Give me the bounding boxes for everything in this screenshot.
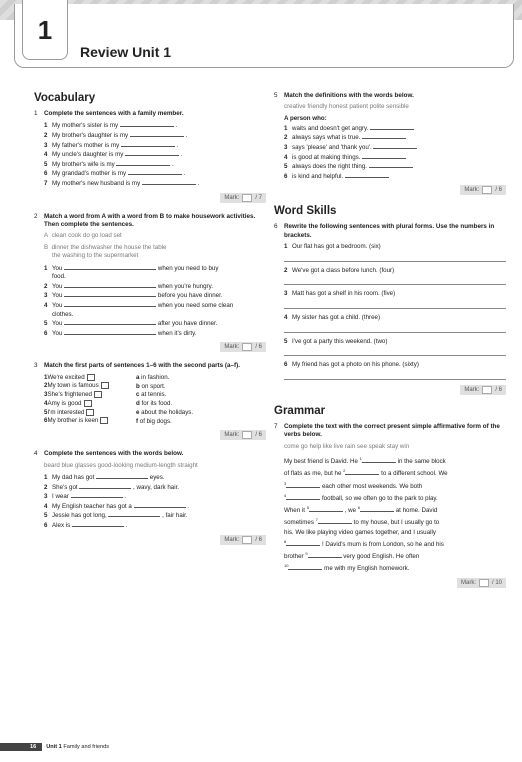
item-number: 2: [44, 282, 48, 290]
item-text: My brother's wife is my .: [52, 160, 174, 168]
text-line: My best friend is David. He $^1$ in the same block: [284, 455, 446, 466]
item-text: clothes.: [52, 310, 74, 318]
answer-blank[interactable]: [64, 291, 156, 297]
answer-blank[interactable]: [64, 319, 156, 325]
mark-input[interactable]: [242, 343, 252, 351]
item-letter: a: [136, 373, 140, 381]
answer-line[interactable]: [284, 350, 506, 356]
word-bank: creative friendly honest patient polite sensible: [284, 103, 409, 111]
item-number: 2: [44, 132, 48, 139]
exercise-1: [34, 110, 266, 203]
item-number: 5: [44, 160, 48, 168]
item-number: 2: [44, 382, 48, 390]
match-right: c at tennis.: [136, 391, 167, 399]
mark-input[interactable]: [482, 386, 492, 394]
item-text: My grandad's mother is my .: [52, 170, 186, 178]
page-title: Review Unit 1: [80, 44, 172, 60]
mark-input[interactable]: [242, 194, 252, 202]
exercise-instruction: 4 Complete the sentences with the words below.: [34, 450, 184, 458]
text-line: $^8$ ! David's mum is from London, so he and his: [284, 538, 444, 548]
list-item: [44, 502, 266, 512]
list-item: [284, 172, 506, 182]
exercise-instruction: 1 Complete the sentences with a family member.: [34, 110, 184, 117]
mark-field: Mark: / 10: [274, 578, 506, 588]
answer-blank[interactable]: [64, 329, 156, 335]
match-row: [44, 391, 266, 400]
exercise-instruction: 3 Match the first parts of sentences 1–6 with the second parts (a–f).: [34, 362, 240, 370]
page-footer: [0, 742, 109, 752]
match-left: 1We're excited: [44, 374, 136, 383]
exercise-1-list: [44, 121, 266, 188]
item-letter: c: [136, 391, 140, 399]
item-text: I wear .: [52, 493, 127, 501]
item-text: Alex is .: [52, 521, 128, 529]
item-text: is good at making things.: [292, 153, 406, 163]
exercise-instruction: 7 Complete the text with the correct present simple affirmative form of the verbs below.: [274, 422, 500, 439]
item-text: Our flat has got a bedroom. (six): [292, 243, 381, 251]
item-number: 1: [284, 124, 288, 132]
item-number: 5: [44, 320, 48, 328]
answer-blank[interactable]: [308, 552, 342, 558]
list-item: [44, 121, 266, 131]
exercise-2: [34, 213, 266, 353]
item-text: You when it's dirty.: [52, 329, 197, 337]
exercise-4: [34, 450, 266, 544]
list-item: [44, 311, 266, 320]
page-number: 16: [0, 743, 42, 751]
list-item: [284, 133, 506, 143]
text-line: brother $^9$ very good English. He often: [284, 551, 420, 561]
answer-blank[interactable]: [370, 124, 414, 130]
answer-blank[interactable]: [125, 150, 179, 156]
list-item: [44, 160, 266, 170]
answer-blank[interactable]: [373, 143, 417, 149]
answer-blank[interactable]: [142, 179, 196, 185]
gap-fill-text: [284, 454, 506, 574]
match-right: b on sport.: [136, 382, 166, 390]
answer-blank[interactable]: [288, 564, 322, 570]
item-text: You before you have dinner.: [52, 292, 223, 300]
text-line: his. We like playing video games together, and I usually: [284, 528, 436, 536]
item-letter: b: [136, 382, 140, 390]
list-item: [44, 141, 266, 151]
answer-blank[interactable]: [286, 494, 320, 500]
answer-line[interactable]: [284, 327, 506, 333]
answer-blank[interactable]: [318, 518, 352, 524]
match-right: f of big dogs.: [136, 417, 172, 425]
answer-blank[interactable]: [345, 469, 379, 475]
answer-box[interactable]: [87, 374, 95, 381]
list-item: [284, 338, 506, 347]
list-item: [284, 243, 506, 252]
item-number: 1: [284, 243, 288, 251]
answer-blank[interactable]: [121, 141, 175, 147]
exercise-5-list: [284, 124, 506, 182]
list-item: [284, 267, 506, 276]
list-item: [44, 319, 266, 329]
answer-box[interactable]: [84, 400, 92, 407]
item-text: You after you have dinner.: [52, 320, 218, 328]
answer-blank[interactable]: [64, 282, 156, 288]
item-number: 6: [284, 172, 288, 180]
answer-blank[interactable]: [360, 506, 394, 512]
item-text: You when you're hungry.: [52, 282, 213, 290]
item-number: 2: [44, 483, 48, 491]
item-number: 6: [284, 361, 288, 369]
subheading: A person who:: [284, 114, 327, 122]
exercise-2-list: [44, 264, 266, 339]
answer-blank[interactable]: [72, 521, 124, 527]
grammar-heading: Grammar: [274, 404, 326, 417]
exercise-6-list: [274, 243, 506, 380]
answer-blank[interactable]: [128, 169, 182, 175]
mark-input[interactable]: [479, 579, 489, 587]
answer-blank[interactable]: [362, 457, 396, 463]
item-number: 5: [284, 337, 288, 345]
list-item: [44, 291, 266, 301]
match-row: [44, 409, 266, 418]
item-number: 3: [44, 493, 48, 501]
text-line: of flats as me, but he $^2$ to a different school. We: [284, 468, 448, 478]
item-letter: d: [136, 400, 140, 408]
right-column: [274, 92, 506, 598]
match-left: 5I'm interested: [44, 409, 136, 418]
item-number: 1: [44, 122, 48, 130]
word-bank: beard blue glasses good-looking medium-length straight: [44, 461, 198, 469]
item-text: always says what is true.: [292, 133, 406, 143]
mark-field: Mark: / 6: [34, 430, 266, 440]
mark-input[interactable]: [242, 536, 252, 544]
item-text: Matt has got a shelf in his room. (five): [292, 290, 396, 298]
answer-blank[interactable]: [120, 121, 174, 127]
mark-input[interactable]: [242, 431, 252, 439]
item-number: 4: [44, 301, 48, 309]
item-letter: e: [136, 408, 140, 416]
answer-blank[interactable]: [286, 540, 320, 546]
answer-box[interactable]: [100, 417, 108, 424]
item-text: My uncle's daughter is my .: [52, 151, 183, 159]
exercise-4-list: [44, 473, 266, 531]
exercise-instruction: 2 Match a word from A with a word from B to make housework activities. Then complete the sentences.: [34, 212, 256, 228]
item-number: 1: [44, 373, 48, 381]
list-item: [44, 273, 266, 282]
item-number: 2: [284, 134, 288, 142]
list-item: [44, 264, 266, 274]
list-item: [44, 179, 266, 189]
list-item: [44, 511, 266, 521]
answer-blank[interactable]: [116, 160, 170, 166]
text-line: $^{10}$ me with my English homework.: [284, 563, 410, 573]
list-item: [284, 162, 506, 172]
answer-blank[interactable]: [96, 473, 148, 479]
item-text: My sister has got a child. (three): [292, 313, 381, 321]
answer-blank[interactable]: [134, 502, 186, 508]
item-number: 1: [44, 473, 48, 481]
item-number: 4: [44, 502, 48, 510]
text-line: $^4$ football, so we often go to the park to play.: [284, 492, 438, 502]
item-text: I've got a party this weekend. (two): [292, 337, 388, 345]
answer-blank[interactable]: [130, 131, 184, 137]
left-column: [34, 92, 266, 555]
text-line: sometimes $^7$ to my house, but I usually go to: [284, 517, 440, 527]
answer-blank[interactable]: [309, 506, 343, 512]
item-text: My mother's sister is my .: [52, 122, 178, 130]
match-left: 6My brother is keen: [44, 417, 136, 426]
list-item: [284, 290, 506, 299]
item-number: 3: [284, 290, 288, 298]
item-number: 6: [44, 521, 48, 529]
list-item: [284, 361, 506, 370]
mark-field: Mark: / 6: [274, 185, 506, 195]
word-bank: come go help like live rain see speak stay win: [284, 442, 410, 450]
list-item: [44, 473, 266, 483]
text-line: $^3$ each other most weekends. We both: [284, 480, 423, 490]
list-item: [44, 301, 266, 311]
exercise-3: [34, 362, 266, 440]
item-number: 5: [44, 512, 48, 520]
item-number: 1: [44, 264, 48, 272]
match-left: 4Amy is good: [44, 400, 136, 409]
item-text: We've got a class before lunch. (four): [292, 266, 395, 274]
answer-line[interactable]: [284, 303, 506, 309]
item-text: My brother's daughter is my .: [52, 132, 188, 139]
item-text: You when you need to buy: [52, 264, 219, 272]
answer-blank[interactable]: [362, 153, 406, 159]
answer-line[interactable]: [284, 374, 506, 380]
match-row: [44, 400, 266, 409]
item-number: 3: [284, 144, 288, 151]
answer-blank[interactable]: [286, 482, 320, 488]
unit-number: 1: [22, 0, 68, 60]
item-text: food.: [52, 273, 66, 281]
word-bank-b-cont: the washing to the supermarket: [52, 252, 139, 260]
item-text: is kind and helpful.: [292, 172, 389, 182]
answer-blank[interactable]: [345, 172, 389, 178]
item-number: 3: [44, 391, 48, 399]
exercise-instruction: 6 Rewrite the following sentences with plural forms. Use the numbers in brackets.: [274, 223, 495, 239]
item-text: You when you need some clean: [52, 301, 234, 309]
exercise-6: [274, 223, 506, 394]
item-number: 4: [44, 400, 48, 408]
match-row: [44, 417, 266, 426]
footer-topic: Family and friends: [63, 744, 110, 750]
list-item: [44, 521, 266, 531]
item-text: Jessie has got long, , fair hair.: [52, 512, 188, 520]
item-text: My mother's new husband is my .: [52, 179, 200, 187]
vocabulary-heading: Vocabulary: [34, 92, 96, 104]
item-text: My friend has got a photo on his phone. (sixty): [292, 361, 419, 369]
answer-box[interactable]: [94, 391, 102, 398]
match-row: [44, 374, 266, 383]
item-number: 7: [44, 179, 48, 187]
text-line: When it $^5$ , we $^6$ at home. David: [284, 505, 438, 515]
item-number: 5: [44, 408, 48, 416]
answer-blank[interactable]: [64, 264, 156, 270]
answer-blank[interactable]: [362, 133, 406, 139]
match-left: 3She's frightened: [44, 391, 136, 400]
item-text: My father's mother is my .: [52, 141, 179, 149]
mark-field: Mark: / 6: [34, 535, 266, 545]
exercise-instruction: 5 Match the definitions with the words below.: [274, 92, 414, 99]
answer-box[interactable]: [101, 382, 109, 389]
list-item: [44, 329, 266, 339]
word-bank-b: B dinner the dishwasher the house the table: [44, 243, 167, 251]
word-skills-heading: Word Skills: [274, 205, 337, 218]
mark-input[interactable]: [482, 186, 492, 194]
mark-field: Mark: / 6: [34, 342, 266, 352]
item-text: says 'please' and 'thank you'.: [292, 143, 417, 153]
word-bank-a: A clean cook do go load set: [44, 232, 122, 240]
list-item: [284, 124, 506, 134]
item-text: She's got , wavy, dark hair.: [52, 483, 180, 491]
list-item: [44, 150, 266, 160]
item-letter: f: [136, 417, 139, 425]
item-number: 6: [44, 329, 48, 337]
list-item: [284, 314, 506, 323]
list-item: [44, 169, 266, 179]
list-item: [284, 143, 506, 153]
item-number: 4: [284, 313, 288, 321]
item-number: 5: [284, 163, 288, 171]
footer-unit: Unit 1: [46, 744, 62, 750]
item-number: 3: [44, 292, 48, 300]
answer-box[interactable]: [86, 409, 94, 416]
item-number: 6: [44, 170, 48, 178]
list-item: [284, 153, 506, 163]
item-number: 6: [44, 417, 48, 425]
mark-field: Mark: / 6: [274, 385, 506, 395]
match-left: 2My town is famous: [44, 382, 136, 391]
answer-blank[interactable]: [369, 162, 413, 168]
answer-blank[interactable]: [108, 511, 160, 517]
item-number: 3: [44, 141, 48, 149]
answer-blank[interactable]: [64, 301, 156, 307]
item-number: 2: [284, 266, 288, 274]
match-row: [44, 382, 266, 391]
item-text: My dad has got eyes.: [52, 473, 165, 481]
exercise-5: [274, 92, 506, 195]
list-item: [44, 483, 266, 493]
item-text: waits and doesn't get angry.: [292, 124, 414, 134]
answer-blank[interactable]: [79, 483, 131, 489]
answer-line[interactable]: [284, 279, 506, 285]
match-right: d for its food.: [136, 400, 173, 408]
match-right: e about the holidays.: [136, 408, 194, 416]
item-number: 4: [284, 153, 288, 161]
item-text: My English teacher has got a .: [52, 502, 189, 510]
exercise-7: [274, 423, 506, 588]
answer-line[interactable]: [284, 256, 506, 262]
list-item: [44, 492, 266, 502]
item-text: always does the right thing.: [292, 162, 413, 172]
match-right: a in fashion.: [136, 373, 170, 381]
answer-blank[interactable]: [71, 492, 123, 498]
item-number: 4: [44, 151, 48, 159]
list-item: [44, 282, 266, 292]
exercise-3-list: [44, 374, 266, 426]
list-item: [44, 131, 266, 141]
mark-field: Mark: / 7: [34, 193, 266, 203]
